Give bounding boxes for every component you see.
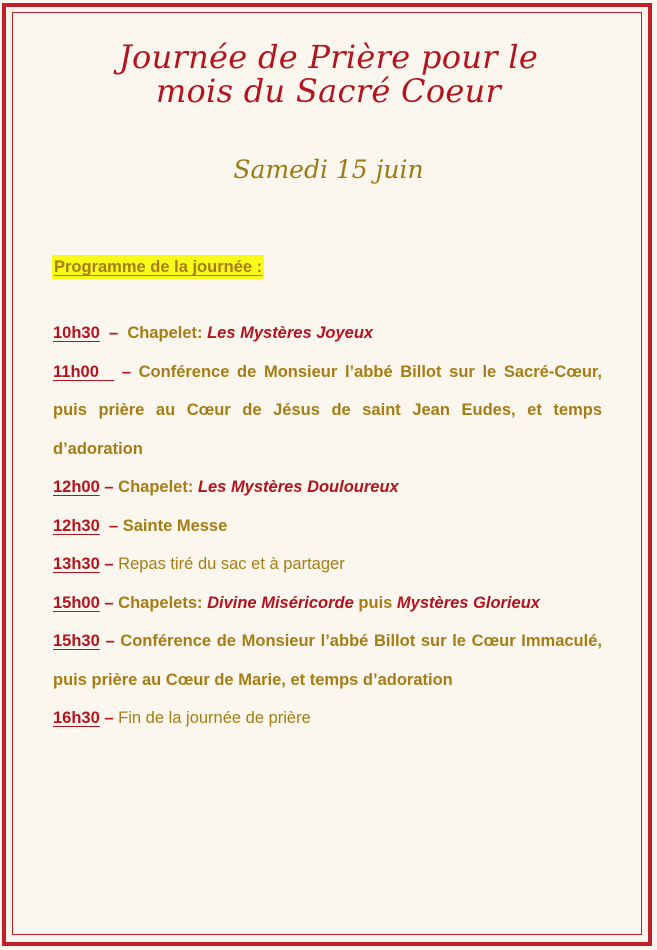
item-label: Chapelet: [127, 324, 208, 342]
item-dash: – [99, 709, 119, 727]
item-dash: – [99, 555, 119, 573]
item-text: Conférence de Monsieur l’abbé Billot sur le Sacré-Cœur, puis prière au Cœur de Jésus de saint Jean Eudes, et temps d’adoration [53, 362, 602, 458]
item-dash: – [99, 593, 119, 612]
title-line-1: Journée de Prière pour le [118, 38, 539, 76]
item-time: 15h00 [53, 593, 100, 612]
title-line-2: mois du Sacré Coeur [155, 72, 502, 110]
item-connector: puis [353, 593, 397, 612]
item-time: 15h30 [53, 632, 100, 650]
item-italic: Les Mystères Joyeux [207, 324, 374, 342]
item-dash: – [99, 632, 121, 650]
list-item [53, 545, 602, 584]
list-item [53, 353, 602, 469]
item-dash: – [99, 478, 119, 496]
item-time: 12h00 [53, 478, 100, 496]
item-dash: – [114, 362, 139, 381]
programme-heading: Programme de la journée : [52, 255, 264, 279]
item-text: Sainte Messe [122, 516, 228, 535]
item-time: 16h30 [53, 709, 100, 727]
event-date: Samedi 15 juin [233, 155, 424, 184]
item-dash: – [99, 516, 123, 535]
list-item [53, 314, 602, 353]
item-italic: Mystères Glorieux [396, 593, 540, 612]
item-text: Repas tiré du sac et à partager [118, 555, 345, 573]
list-item [53, 507, 602, 546]
list-item [53, 468, 602, 507]
item-text: Fin de la journée de prière [118, 709, 311, 727]
item-time: 12h30 [53, 516, 100, 535]
list-item [53, 584, 602, 623]
item-italic: Divine Miséricorde [207, 593, 354, 612]
programme-list [53, 314, 602, 738]
item-time: 13h30 [53, 555, 100, 573]
item-label: Chapelets: [118, 593, 208, 612]
list-item [53, 622, 602, 699]
item-dash: – [99, 324, 128, 342]
item-italic: Les Mystères Douloureux [197, 478, 399, 496]
list-item [53, 699, 602, 738]
item-text: Conférence de Monsieur l’abbé Billot sur le Cœur Immaculé, puis prière au Cœur de Marie, et temps d’adoration [53, 632, 602, 689]
item-time: 10h30 [53, 324, 100, 342]
item-time: 11h00 [53, 362, 115, 381]
page-title [40, 40, 617, 108]
item-label: Chapelet: [118, 478, 198, 496]
